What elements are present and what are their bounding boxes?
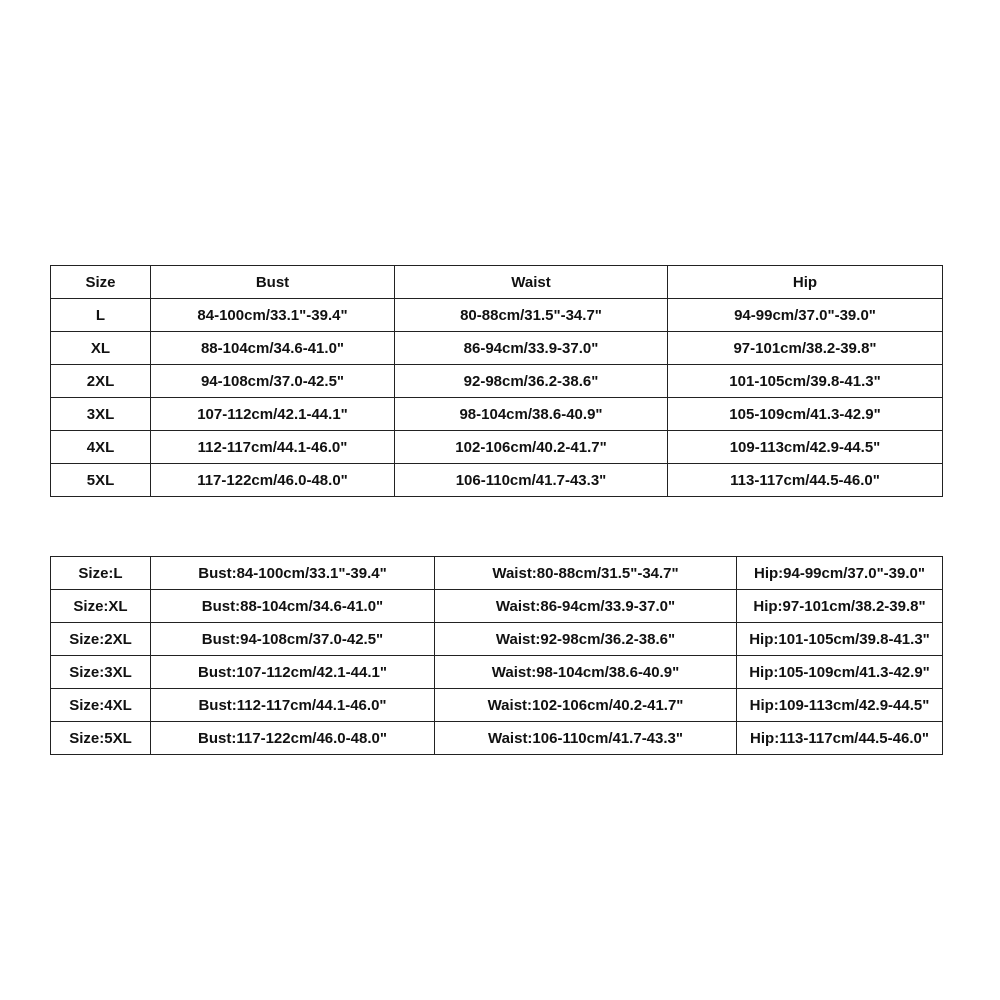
table-header-row: [51, 266, 943, 299]
hip-cell: Hip:113-117cm/44.5-46.0": [737, 722, 943, 755]
size-cell: 3XL: [51, 398, 151, 431]
size-chart-labeled-table: [50, 556, 943, 755]
waist-cell: Waist:92-98cm/36.2-38.6": [435, 623, 737, 656]
size-cell: 4XL: [51, 431, 151, 464]
size-cell: Size:XL: [51, 590, 151, 623]
header-hip: Hip: [668, 266, 943, 299]
table-row: [51, 299, 943, 332]
table-row: [51, 722, 943, 755]
bust-cell: Bust:88-104cm/34.6-41.0": [151, 590, 435, 623]
header-waist: Waist: [395, 266, 668, 299]
waist-cell: Waist:80-88cm/31.5"-34.7": [435, 557, 737, 590]
waist-cell: 92-98cm/36.2-38.6": [395, 365, 668, 398]
bust-cell: Bust:107-112cm/42.1-44.1": [151, 656, 435, 689]
bust-cell: 107-112cm/42.1-44.1": [151, 398, 395, 431]
bust-cell: Bust:112-117cm/44.1-46.0": [151, 689, 435, 722]
size-cell: Size:4XL: [51, 689, 151, 722]
bust-cell: Bust:84-100cm/33.1"-39.4": [151, 557, 435, 590]
hip-cell: Hip:97-101cm/38.2-39.8": [737, 590, 943, 623]
waist-cell: Waist:98-104cm/38.6-40.9": [435, 656, 737, 689]
hip-cell: 113-117cm/44.5-46.0": [668, 464, 943, 497]
bust-cell: 84-100cm/33.1"-39.4": [151, 299, 395, 332]
size-cell: Size:5XL: [51, 722, 151, 755]
waist-cell: 86-94cm/33.9-37.0": [395, 332, 668, 365]
hip-cell: 97-101cm/38.2-39.8": [668, 332, 943, 365]
size-cell: L: [51, 299, 151, 332]
bust-cell: Bust:117-122cm/46.0-48.0": [151, 722, 435, 755]
hip-cell: Hip:109-113cm/42.9-44.5": [737, 689, 943, 722]
hip-cell: 105-109cm/41.3-42.9": [668, 398, 943, 431]
table-row: [51, 398, 943, 431]
table-row: [51, 365, 943, 398]
table-row: [51, 464, 943, 497]
table-row: [51, 431, 943, 464]
table-row: [51, 557, 943, 590]
waist-cell: 106-110cm/41.7-43.3": [395, 464, 668, 497]
hip-cell: 94-99cm/37.0"-39.0": [668, 299, 943, 332]
table-row: [51, 590, 943, 623]
size-cell: Size:2XL: [51, 623, 151, 656]
hip-cell: 101-105cm/39.8-41.3": [668, 365, 943, 398]
size-cell: 2XL: [51, 365, 151, 398]
waist-cell: Waist:102-106cm/40.2-41.7": [435, 689, 737, 722]
table-row: [51, 332, 943, 365]
bust-cell: Bust:94-108cm/37.0-42.5": [151, 623, 435, 656]
size-cell: XL: [51, 332, 151, 365]
bust-cell: 94-108cm/37.0-42.5": [151, 365, 395, 398]
waist-cell: 80-88cm/31.5"-34.7": [395, 299, 668, 332]
hip-cell: Hip:105-109cm/41.3-42.9": [737, 656, 943, 689]
waist-cell: Waist:106-110cm/41.7-43.3": [435, 722, 737, 755]
waist-cell: Waist:86-94cm/33.9-37.0": [435, 590, 737, 623]
size-cell: Size:L: [51, 557, 151, 590]
table-row: [51, 623, 943, 656]
header-size: Size: [51, 266, 151, 299]
hip-cell: Hip:101-105cm/39.8-41.3": [737, 623, 943, 656]
size-chart-table: [50, 265, 943, 497]
table-row: [51, 656, 943, 689]
header-bust: Bust: [151, 266, 395, 299]
hip-cell: Hip:94-99cm/37.0"-39.0": [737, 557, 943, 590]
bust-cell: 112-117cm/44.1-46.0": [151, 431, 395, 464]
bust-cell: 117-122cm/46.0-48.0": [151, 464, 395, 497]
size-cell: Size:3XL: [51, 656, 151, 689]
hip-cell: 109-113cm/42.9-44.5": [668, 431, 943, 464]
table-row: [51, 689, 943, 722]
bust-cell: 88-104cm/34.6-41.0": [151, 332, 395, 365]
waist-cell: 102-106cm/40.2-41.7": [395, 431, 668, 464]
size-cell: 5XL: [51, 464, 151, 497]
waist-cell: 98-104cm/38.6-40.9": [395, 398, 668, 431]
